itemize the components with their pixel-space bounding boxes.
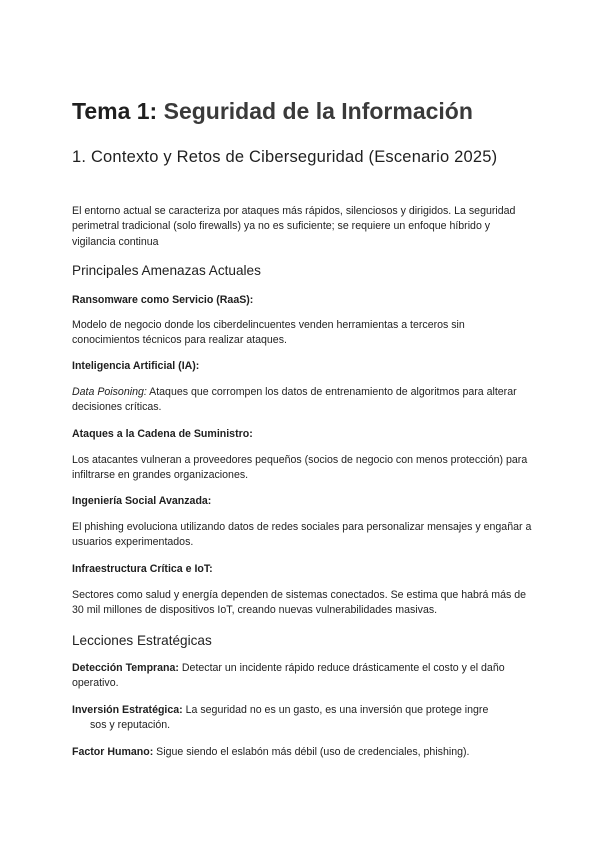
- threat-text-ia: [72, 385, 534, 416]
- lesson-text-human: Sigue siendo el eslabón más débil (uso de credenciales, phishing).: [153, 746, 470, 758]
- threat-lead-ia: Data Poisoning:: [72, 386, 147, 398]
- lesson-text-detection: Detectar un incidente rápido reduce drásticamente el costo y el daño operativo.: [72, 662, 505, 690]
- lesson-cont-investment: sos y reputación.: [90, 719, 171, 732]
- lessons-heading: Lecciones Estratégicas: [72, 633, 212, 648]
- threat-label-iot: Infraestructura Crítica e IoT:: [72, 563, 213, 575]
- threat-label-social: Ingeniería Social Avanzada:: [72, 495, 212, 507]
- threat-body-ia: Ataques que corrompen los datos de entrenamiento de algoritmos para alterar decisiones críticas.: [72, 386, 517, 414]
- threat-label-ia: Inteligencia Artificial (IA):: [72, 360, 200, 372]
- lesson-text-investment: La seguridad no es un gasto, es una inversión que protege ingre: [182, 704, 489, 716]
- lesson-label-detection: Detección Temprana:: [72, 662, 179, 674]
- threat-label-raas: Ransomware como Servicio (RaaS):: [72, 294, 254, 306]
- lesson-item-investment: [72, 703, 534, 734]
- page-title: [72, 96, 542, 126]
- intro-paragraph: El entorno actual se caracteriza por ataques más rápidos, silenciosos y dirigidos. La seguridad perimetral tradicional (solo firewalls) ya no es suficiente; se requiere un enfoque híbrido y vigilancia continua: [72, 205, 516, 248]
- threats-heading: Principales Amenazas Actuales: [72, 263, 261, 278]
- threat-text-supply-chain: Los atacantes vulneran a proveedores pequeños (socios de negocio con menos protección) para infiltrarse en grandes organizaciones.: [72, 454, 528, 482]
- threat-text-raas: Modelo de negocio donde los ciberdelincuentes venden herramientas a terceros sin conocimientos técnicos para realizar ataques.: [72, 319, 465, 347]
- lesson-item-human: [72, 745, 534, 760]
- threat-text-social: El phishing evoluciona utilizando datos de redes sociales para personalizar mensajes y engañar a usuarios experimentados.: [72, 521, 532, 549]
- title-main: Seguridad de la Información: [163, 98, 473, 124]
- lesson-label-investment: Inversión Estratégica:: [72, 704, 183, 716]
- section-heading: 1. Contexto y Retos de Ciberseguridad (Escenario 2025): [72, 148, 498, 166]
- lesson-item-detection: [72, 661, 534, 692]
- title-prefix: Tema 1:: [72, 98, 164, 124]
- threat-label-supply-chain: Ataques a la Cadena de Suministro:: [72, 428, 253, 440]
- threat-text-iot: Sectores como salud y energía dependen de sistemas conectados. Se estima que habrá más de 30 mil millones de dispositivos IoT, creando nuevas vulnerabilidades masivas.: [72, 589, 527, 617]
- lesson-label-human: Factor Humano:: [72, 746, 154, 758]
